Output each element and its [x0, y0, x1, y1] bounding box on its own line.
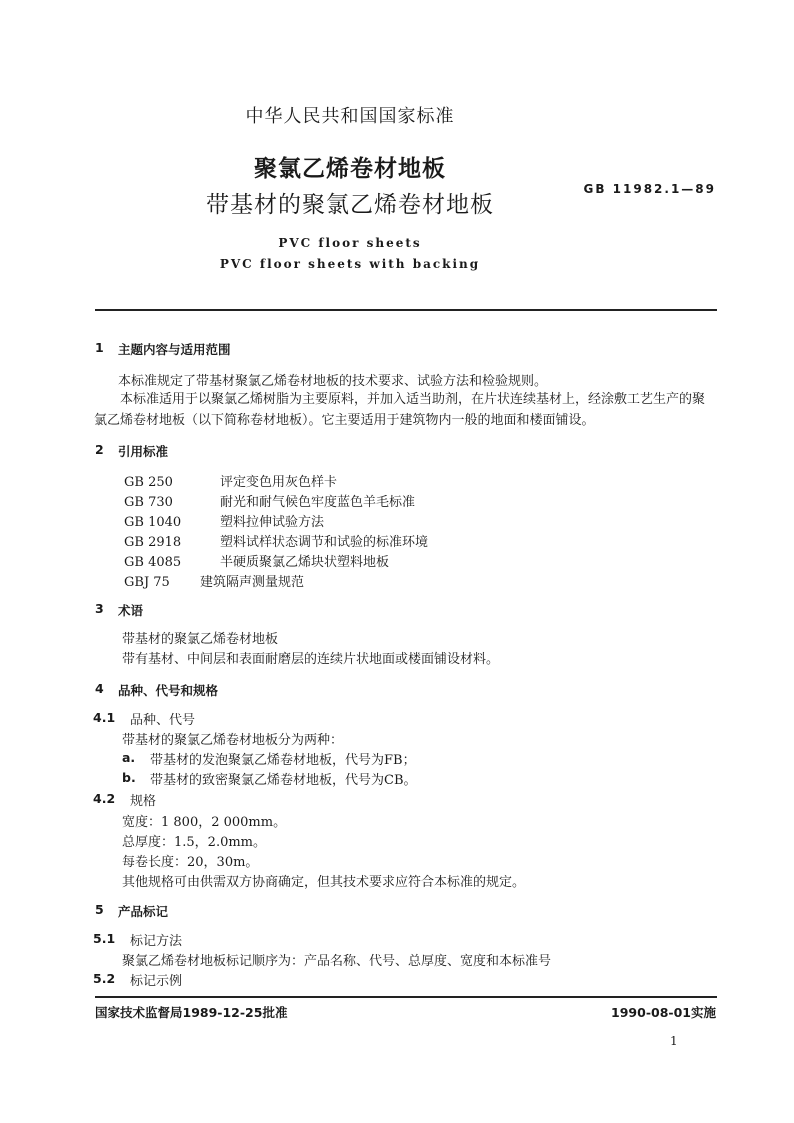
reference-code: GBJ 75 — [124, 575, 170, 590]
spec-width: 宽度：1 800，2 000mm。 — [122, 815, 287, 830]
section-4-title: 品种、代号和规格 — [118, 683, 219, 698]
section-5-number: 5 — [95, 902, 104, 917]
term-definition: 带有基材、中间层和表面耐磨层的连续片状地面或楼面铺设材料。 — [122, 652, 500, 667]
section-5-2-number: 5.2 — [93, 971, 116, 986]
list-label-b: b. — [122, 770, 136, 785]
section-1-paragraph-1: 本标准规定了带基材聚氯乙烯卷材地板的技术要求、试验方法和检验规则。 — [118, 374, 548, 389]
approval-date: 国家技术监督局1989-12-25批准 — [95, 1005, 288, 1020]
section-5-2-title: 标记示例 — [130, 974, 183, 989]
header-divider — [95, 309, 717, 311]
reference-code: GB 1040 — [124, 515, 182, 530]
section-5-1-title: 标记方法 — [130, 934, 183, 949]
section-5-1-number: 5.1 — [93, 931, 116, 946]
section-4-2-number: 4.2 — [93, 791, 116, 806]
section-3-number: 3 — [95, 601, 104, 616]
reference-item — [124, 471, 337, 490]
section-4-number: 4 — [95, 681, 104, 696]
standard-organization: 中华人民共和国国家标准 — [245, 106, 455, 127]
spec-other: 其他规格可由供需双方协商确定，但其技术要求应符合本标准的规定。 — [122, 875, 526, 890]
reference-code: GB 4085 — [124, 555, 182, 570]
list-item-a: 带基材的发泡聚氯乙烯卷材地板，代号为FB； — [150, 753, 416, 768]
document-subtitle: 带基材的聚氯乙烯卷材地板 — [206, 192, 494, 218]
reference-code: GB 250 — [124, 475, 173, 490]
reference-item — [124, 491, 415, 510]
spec-length: 每卷长度：20，30m。 — [122, 855, 259, 870]
section-2-title: 引用标准 — [118, 444, 169, 459]
reference-code: GB 730 — [124, 495, 173, 510]
document-title: 聚氯乙烯卷材地板 — [254, 156, 446, 182]
reference-item — [124, 551, 389, 570]
section-4-1-title: 品种、代号 — [130, 713, 196, 728]
section-4-1-intro: 带基材的聚氯乙烯卷材地板分为两种： — [122, 733, 344, 748]
english-title: PVC floor sheets — [278, 236, 422, 250]
reference-name: 塑料拉伸试验方法 — [220, 515, 325, 530]
english-subtitle: PVC floor sheets with backing — [219, 257, 481, 271]
reference-item — [124, 511, 324, 530]
section-5-1-text: 聚氯乙烯卷材地板标记顺序为：产品名称、代号、总厚度、宽度和本标准号 — [122, 954, 552, 969]
list-label-a: a. — [122, 750, 136, 765]
spec-thickness: 总厚度：1.5，2.0mm。 — [122, 835, 267, 850]
section-4-1-number: 4.1 — [93, 710, 116, 725]
reference-name: 建筑隔声测量规范 — [200, 575, 305, 590]
section-4-2-title: 规格 — [130, 794, 157, 809]
reference-name: 半硬质聚氯乙烯块状塑料地板 — [220, 555, 390, 570]
reference-item — [124, 531, 428, 550]
list-item-b: 带基材的致密聚氯乙烯卷材地板，代号为CB。 — [150, 773, 417, 788]
section-2-number: 2 — [95, 442, 104, 457]
section-1-paragraph-2: 本标准适用于以聚氯乙烯树脂为主要原料，并加入适当助剂，在片状连续基材上，经涂敷工艺生产的聚氯乙烯卷材地板（以下简称卷材地板）。它主要适用于建筑物内一般的地面和楼面铺设。 — [94, 392, 706, 428]
standard-number: GB 11982.1—89 — [583, 182, 716, 196]
section-3-title: 术语 — [118, 603, 144, 618]
reference-name: 评定变色用灰色样卡 — [220, 475, 338, 490]
section-5-title: 产品标记 — [118, 904, 169, 919]
reference-code: GB 2918 — [124, 535, 182, 550]
reference-name: 耐光和耐气候色牢度蓝色羊毛标准 — [220, 495, 416, 510]
section-1-title: 主题内容与适用范围 — [118, 342, 231, 357]
reference-name: 塑料试样状态调节和试验的标准环境 — [220, 535, 429, 550]
footer-divider — [95, 996, 717, 998]
effective-date: 1990-08-01实施 — [611, 1005, 716, 1020]
page-number: 1 — [670, 1034, 678, 1048]
section-1-number: 1 — [95, 340, 104, 355]
term-name: 带基材的聚氯乙烯卷材地板 — [122, 632, 279, 647]
reference-item — [124, 571, 304, 590]
